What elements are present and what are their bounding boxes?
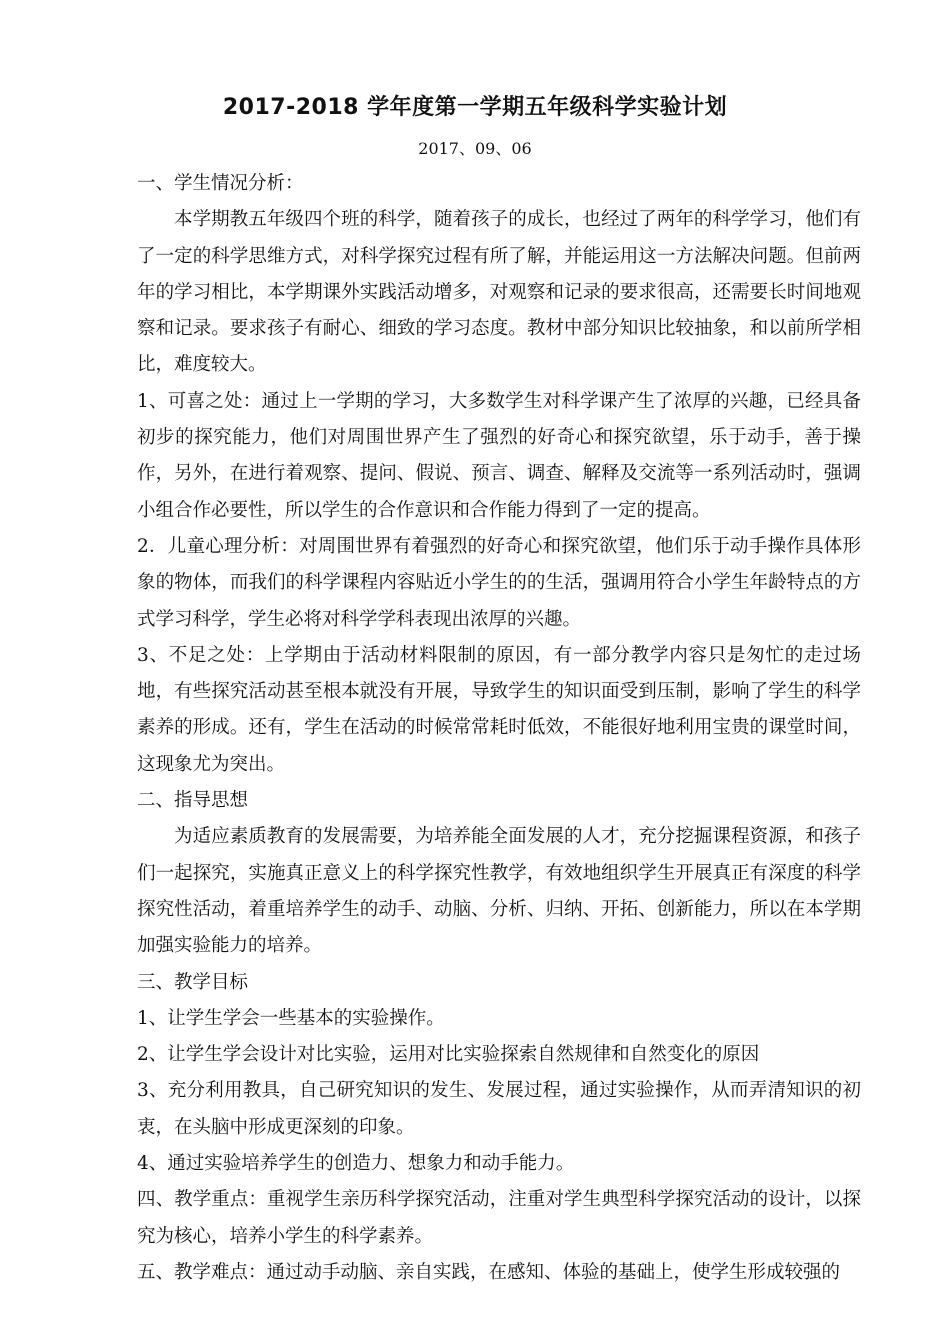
paragraph: 三、教学目标 <box>137 971 249 993</box>
document-title: 2017-2018 学年度第一学期五年级科学实验计划 <box>222 95 728 120</box>
paragraph: 1、让学生学会一些基本的实验操作。 <box>137 1007 445 1029</box>
paragraph: 四、教学重点：重视学生亲历科学探究活动，注重对学生典型科学探究活动的设计，以探究为核心，培养小学生的科学素养。 <box>137 1189 861 1247</box>
paragraph: 2．儿童心理分析：对周围世界有着强烈的好奇心和探究欲望，他们乐于动手操作具体形象的物体，而我们的科学课程内容贴近小学生的的生活，强调用符合小学生年龄特点的方式学习科学，学生必将对科学学科表现出浓厚的兴趣。 <box>137 535 861 630</box>
paragraph: 1、可喜之处：通过上一学期的学习，大多数学生对科学课产生了浓厚的兴趣，已经具备初步的探究能力，他们对周围世界产生了强烈的好奇心和探究欲望，乐于动手，善于操作，另外，在进行着观察、提问、假说、预言、调查、解释及交流等一系列活动时，强调小组合作必要性，所以学生的合作意识和合作能力得到了一定的提高。 <box>137 390 861 521</box>
paragraph: 为适应素质教育的发展需要，为培养能全面发展的人才，充分挖掘课程资源，和孩子们一起探究，实施真正意义上的科学探究性教学，有效地组织学生开展真正有深度的科学探究性活动，着重培养学生的动手、动脑、分析、归纳、开拓、创新能力，所以在本学期加强实验能力的培养。 <box>137 826 861 957</box>
paragraph: 3、不足之处：上学期由于活动材料限制的原因，有一部分教学内容只是匆忙的走过场地，有些探究活动甚至根本就没有开展，导致学生的知识面受到压制，影响了学生的科学素养的形成。还有，学生在活动的时候常常耗时低效，不能很好地利用宝贵的课堂时间，这现象尤为突出。 <box>137 644 861 775</box>
paragraph: 二、指导思想 <box>137 790 249 812</box>
paragraph: 3、充分利用教具，自己研究知识的发生、发展过程，通过实验操作，从而弄清知识的初衷，在头脑中形成更深刻的印象。 <box>137 1080 861 1138</box>
paragraph: 4、通过实验培养学生的创造力、想象力和动手能力。 <box>137 1153 575 1175</box>
document-date: 2017、09、06 <box>418 139 532 158</box>
document-body <box>137 166 861 1291</box>
paragraph: 五、教学难点：通过动手动脑、亲自实践，在感知、体验的基础上，使学生形成较强的 <box>137 1261 841 1283</box>
paragraph: 2、让学生学会设计对比实验，运用对比实验探索自然规律和自然变化的原因 <box>137 1044 760 1066</box>
paragraph: 一、学生情况分析： <box>137 173 304 194</box>
paragraph: 本学期教五年级四个班的科学，随着孩子的成长，也经过了两年的科学学习，他们有了一定的科学思维方式，对科学探究过程有所了解，并能运用这一方法解决问题。但前两年的学习相比，本学期课外实践活动增多，对观察和记录的要求很高，还需要长时间地观察和记录。要求孩子有耐心、细致的学习态度。教材中部分知识比较抽象，和以前所学相比，难度较大。 <box>137 209 861 376</box>
